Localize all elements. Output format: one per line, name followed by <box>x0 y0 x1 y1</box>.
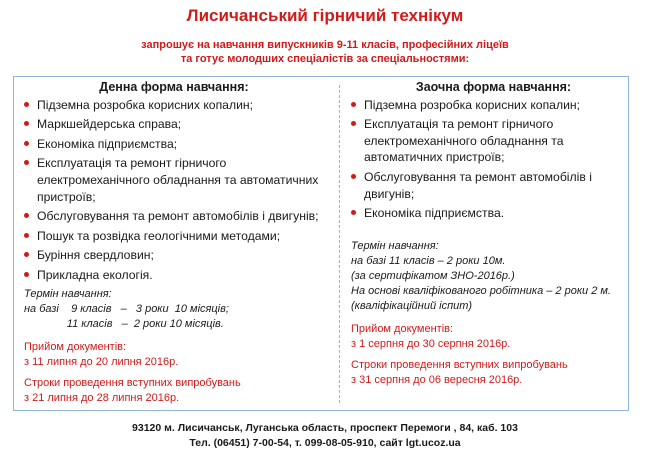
programs-frame <box>13 76 629 411</box>
bullet-icon <box>24 252 29 257</box>
bullet-icon <box>24 233 29 238</box>
term-line-4: (кваліфікаційний іспит) <box>351 299 473 312</box>
bullet-icon <box>351 210 356 215</box>
documents-label: Прийом документів: <box>24 340 127 353</box>
term-line-1: на базі 11 класів – 2 роки 10м. <box>351 254 506 267</box>
term-line-3: На основі кваліфікованого робітника – 2 роки 2 м. <box>351 284 611 297</box>
list-item-label: Експлуатація та ремонт гірничого електромеханічного обладнання та автоматичних пристроїв; <box>364 117 564 165</box>
list-item-label: Експлуатація та ремонт гірничого електромеханічного обладнання та автоматичних пристроїв; <box>37 156 319 204</box>
documents-dates: з 11 липня до 20 липня 2016р. <box>24 355 179 368</box>
list-item <box>351 205 636 222</box>
term-line-2: (за сертифікатом ЗНО-2016р.) <box>351 269 515 282</box>
term-line-2: 11 класів – 2 роки 10 місяців. <box>24 317 224 330</box>
bullet-icon <box>24 121 29 126</box>
day-exams <box>24 376 324 406</box>
bullet-icon <box>24 160 29 165</box>
list-item-label: Пошук та розвідка геологічними методами; <box>37 228 281 243</box>
subtitle-line-1: запрошує на навчання випускників 9-11 класів, професійних ліцеїв <box>141 39 509 51</box>
extramural-documents <box>351 322 636 352</box>
list-item <box>24 228 324 245</box>
extramural-study-term <box>351 239 636 314</box>
extramural-form-list <box>351 97 636 222</box>
list-item <box>24 136 324 153</box>
extramural-form-heading: Заочна форма навчання: <box>415 80 572 94</box>
list-item-label: Буріння свердловин; <box>37 248 154 263</box>
list-item <box>24 116 324 133</box>
footer-contacts <box>0 421 650 451</box>
list-item-label: Підземна розробка корисних копалин; <box>364 97 580 112</box>
bullet-icon <box>351 174 356 179</box>
exams-label: Строки проведення вступних випробувань <box>351 358 568 371</box>
list-item <box>24 247 324 264</box>
documents-dates: з 1 серпня до 30 серпня 2016р. <box>351 337 511 350</box>
bullet-icon <box>24 102 29 107</box>
list-item <box>24 97 324 114</box>
documents-label: Прийом документів: <box>351 322 454 335</box>
term-label: Термін навчання: <box>24 287 112 300</box>
list-item <box>24 208 324 225</box>
exams-dates: з 21 липня до 28 липня 2016р. <box>24 391 180 404</box>
exams-dates: з 31 серпня до 06 вересня 2016р. <box>351 373 523 386</box>
day-form-heading: Денна форма навчання: <box>99 80 249 94</box>
page-title: Лисичанський гірничий технікум <box>186 6 464 25</box>
list-item <box>351 169 636 202</box>
term-label: Термін навчання: <box>351 239 439 252</box>
list-item-label: Обслуговування та ремонт автомобілів і двигунів; <box>37 209 319 224</box>
list-item-label: Економіка підприємства. <box>364 206 505 221</box>
bullet-icon <box>351 102 356 107</box>
footer-address: 93120 м. Лисичанськ, Луганська область, проспект Перемоги , 84, каб. 103 <box>132 422 518 434</box>
bullet-icon <box>24 141 29 146</box>
subtitle-line-2: та готує молодших спеціалістів за спеціальностями: <box>180 53 470 65</box>
list-item <box>351 116 636 166</box>
term-line-1: на базі 9 класів – 3 роки 10 місяців; <box>24 302 229 315</box>
footer-phone-site: Тел. (06451) 7-00-54, т. 099-08-05-910, сайт lgt.ucoz.ua <box>189 437 461 449</box>
bullet-icon <box>24 213 29 218</box>
day-documents <box>24 340 324 370</box>
day-form-column <box>24 77 324 406</box>
list-item-label: Прикладна екологія. <box>37 267 153 282</box>
subtitle <box>0 38 650 66</box>
exams-label: Строки проведення вступних випробувань <box>24 376 241 389</box>
list-item <box>351 97 636 114</box>
extramural-exams <box>351 358 636 388</box>
list-item-label: Обслуговування та ремонт автомобілів і двигунів; <box>364 169 592 201</box>
bullet-icon <box>351 121 356 126</box>
list-item <box>24 267 324 284</box>
list-item-label: Підземна розробка корисних копалин; <box>37 97 253 112</box>
list-item-label: Економіка підприємства; <box>37 136 178 151</box>
list-item-label: Маркшейдерська справа; <box>37 117 182 132</box>
column-divider <box>339 85 340 403</box>
extramural-form-column <box>351 77 636 388</box>
day-form-list <box>24 97 324 284</box>
day-study-term <box>24 287 324 332</box>
bullet-icon <box>24 272 29 277</box>
list-item <box>24 155 324 205</box>
